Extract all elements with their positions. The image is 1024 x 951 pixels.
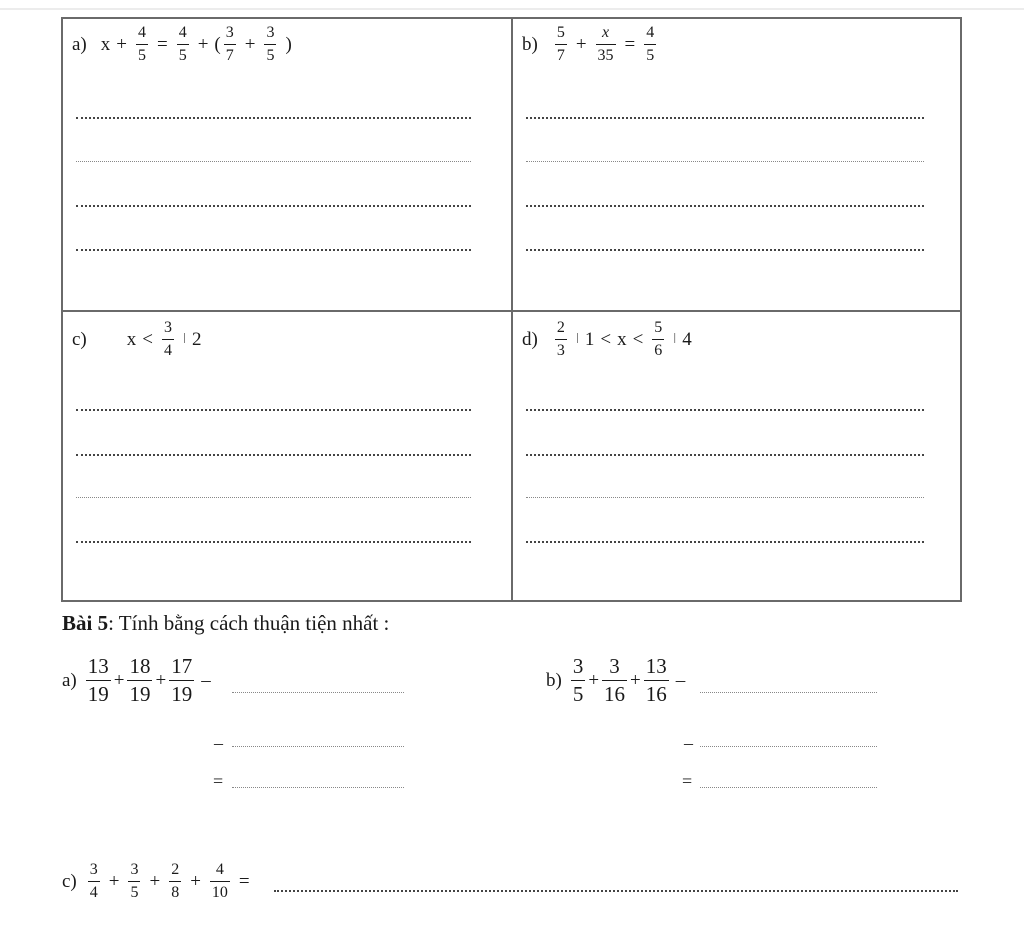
numerator: 3 xyxy=(572,654,584,678)
less-than: < xyxy=(600,328,612,350)
equation-c xyxy=(72,320,202,359)
label-a: a) xyxy=(62,669,77,691)
operator-mark: ǀ xyxy=(182,331,186,347)
var-x: x xyxy=(126,328,137,350)
fraction xyxy=(555,320,567,359)
denominator: 10 xyxy=(210,881,230,901)
label-a: a) xyxy=(72,33,87,55)
var-x: x xyxy=(100,33,111,55)
less-than: < xyxy=(632,328,644,350)
label-d: d) xyxy=(522,328,538,350)
answer-line xyxy=(526,249,924,251)
label-b: b) xyxy=(522,33,538,55)
denominator: 6 xyxy=(652,339,664,359)
plus: + xyxy=(116,33,127,55)
answer-line xyxy=(526,205,924,207)
numerator: 3 xyxy=(609,654,620,678)
dash: – xyxy=(675,669,686,691)
fraction xyxy=(602,656,627,705)
numerator: 4 xyxy=(137,24,146,41)
label-c: c) xyxy=(62,870,77,892)
number: 2 xyxy=(192,328,202,350)
exercise-c xyxy=(62,862,256,901)
denominator: 7 xyxy=(555,44,567,64)
answer-line xyxy=(700,787,877,788)
answer-line xyxy=(526,117,924,119)
answer-line xyxy=(76,497,471,498)
equals: = xyxy=(624,33,636,55)
fraction xyxy=(264,25,276,64)
answer-line xyxy=(526,161,924,162)
denominator: 19 xyxy=(129,682,151,706)
label-b: b) xyxy=(546,669,562,691)
fraction xyxy=(169,862,181,901)
fraction xyxy=(127,656,152,705)
answer-line xyxy=(76,249,471,251)
fraction xyxy=(162,320,174,359)
plus: + xyxy=(575,33,587,55)
equals: = xyxy=(213,771,224,791)
fraction xyxy=(86,656,111,705)
numerator: 5 xyxy=(654,319,663,336)
numerator: 3 xyxy=(89,861,98,878)
equals: = xyxy=(238,870,250,892)
plus: + xyxy=(149,870,161,892)
numerator: 3 xyxy=(163,319,172,336)
plus: + xyxy=(197,33,209,55)
numerator: 2 xyxy=(171,861,180,878)
number: 1 xyxy=(584,328,595,350)
plus: + xyxy=(588,669,600,691)
denominator: 3 xyxy=(555,339,567,359)
dash: – xyxy=(684,733,693,753)
denominator: 7 xyxy=(224,44,236,64)
numerator: 13 xyxy=(645,654,667,678)
fraction xyxy=(555,25,567,64)
fraction xyxy=(210,862,230,901)
fraction xyxy=(177,25,189,64)
numerator: 17 xyxy=(171,654,193,678)
denominator: 16 xyxy=(604,682,626,706)
answer-line xyxy=(526,541,924,543)
answer-line xyxy=(232,692,404,693)
exercise-a xyxy=(62,656,211,705)
denominator: 5 xyxy=(136,44,148,64)
denominator: 19 xyxy=(171,682,193,706)
fraction xyxy=(644,25,656,64)
answer-line xyxy=(700,692,877,693)
plus: + xyxy=(155,669,167,691)
answer-line xyxy=(76,409,471,411)
table-divider-horizontal xyxy=(61,310,962,312)
answer-line xyxy=(526,409,924,411)
plus: + xyxy=(108,870,120,892)
answer-line xyxy=(700,746,877,747)
var-x: x xyxy=(617,328,627,350)
fraction xyxy=(136,25,148,64)
denominator: 5 xyxy=(128,881,140,901)
less-than: < xyxy=(142,328,153,350)
equals: = xyxy=(156,33,168,55)
denominator: 35 xyxy=(596,44,616,64)
plus: + xyxy=(190,870,201,892)
plus: + xyxy=(113,669,125,691)
answer-line xyxy=(76,205,471,207)
plus: + xyxy=(244,33,256,55)
denominator: 4 xyxy=(162,339,174,359)
answer-line xyxy=(232,746,404,747)
answer-line xyxy=(76,541,471,543)
section-instruction: : Tính bằng cách thuận tiện nhất : xyxy=(108,611,390,635)
fraction xyxy=(571,656,586,705)
exercise-b xyxy=(546,656,685,705)
numerator: 5 xyxy=(556,24,565,41)
denominator: 5 xyxy=(644,44,656,64)
denominator: 19 xyxy=(87,682,109,706)
answer-line xyxy=(76,117,471,119)
fraction xyxy=(652,320,664,359)
answer-line xyxy=(526,454,924,456)
dash: – xyxy=(201,669,211,691)
equation-a xyxy=(72,25,292,64)
numerator: 3 xyxy=(130,861,139,878)
numerator: 4 xyxy=(646,24,655,41)
denominator: 5 xyxy=(264,44,276,64)
fraction xyxy=(596,25,616,64)
answer-line xyxy=(526,497,924,498)
fraction xyxy=(128,862,140,901)
section-number: Bài 5 xyxy=(62,611,109,635)
fraction xyxy=(169,656,194,705)
paren-open: ( xyxy=(214,33,221,55)
operator-mark: ǀ xyxy=(575,331,579,347)
fraction xyxy=(644,656,669,705)
equals: = xyxy=(682,771,693,791)
denominator: 8 xyxy=(169,881,181,901)
top-border xyxy=(0,8,1024,10)
equation-d xyxy=(522,320,692,359)
numerator: 13 xyxy=(87,654,109,678)
answer-line xyxy=(274,890,958,892)
numerator: 4 xyxy=(215,861,224,878)
denominator: 16 xyxy=(645,682,667,706)
plus: + xyxy=(630,669,641,691)
number: 4 xyxy=(682,328,692,350)
numerator: 3 xyxy=(266,24,275,41)
denominator: 5 xyxy=(572,682,584,706)
answer-line xyxy=(76,454,471,456)
paren-close: ) xyxy=(285,33,292,55)
answer-line xyxy=(76,161,471,162)
equation-b xyxy=(522,25,659,64)
numerator: 18 xyxy=(129,654,151,678)
numerator: 4 xyxy=(178,24,187,41)
numerator: 2 xyxy=(556,319,565,336)
denominator: 5 xyxy=(177,44,189,64)
denominator: 4 xyxy=(88,881,100,901)
answer-line xyxy=(232,787,404,788)
fraction xyxy=(88,862,100,901)
section-title xyxy=(62,611,389,636)
label-c: c) xyxy=(72,328,87,350)
fraction xyxy=(224,25,236,64)
operator-mark: ǀ xyxy=(673,331,677,347)
dash: – xyxy=(214,733,223,753)
numerator: x xyxy=(601,24,610,41)
numerator: 3 xyxy=(225,24,234,41)
